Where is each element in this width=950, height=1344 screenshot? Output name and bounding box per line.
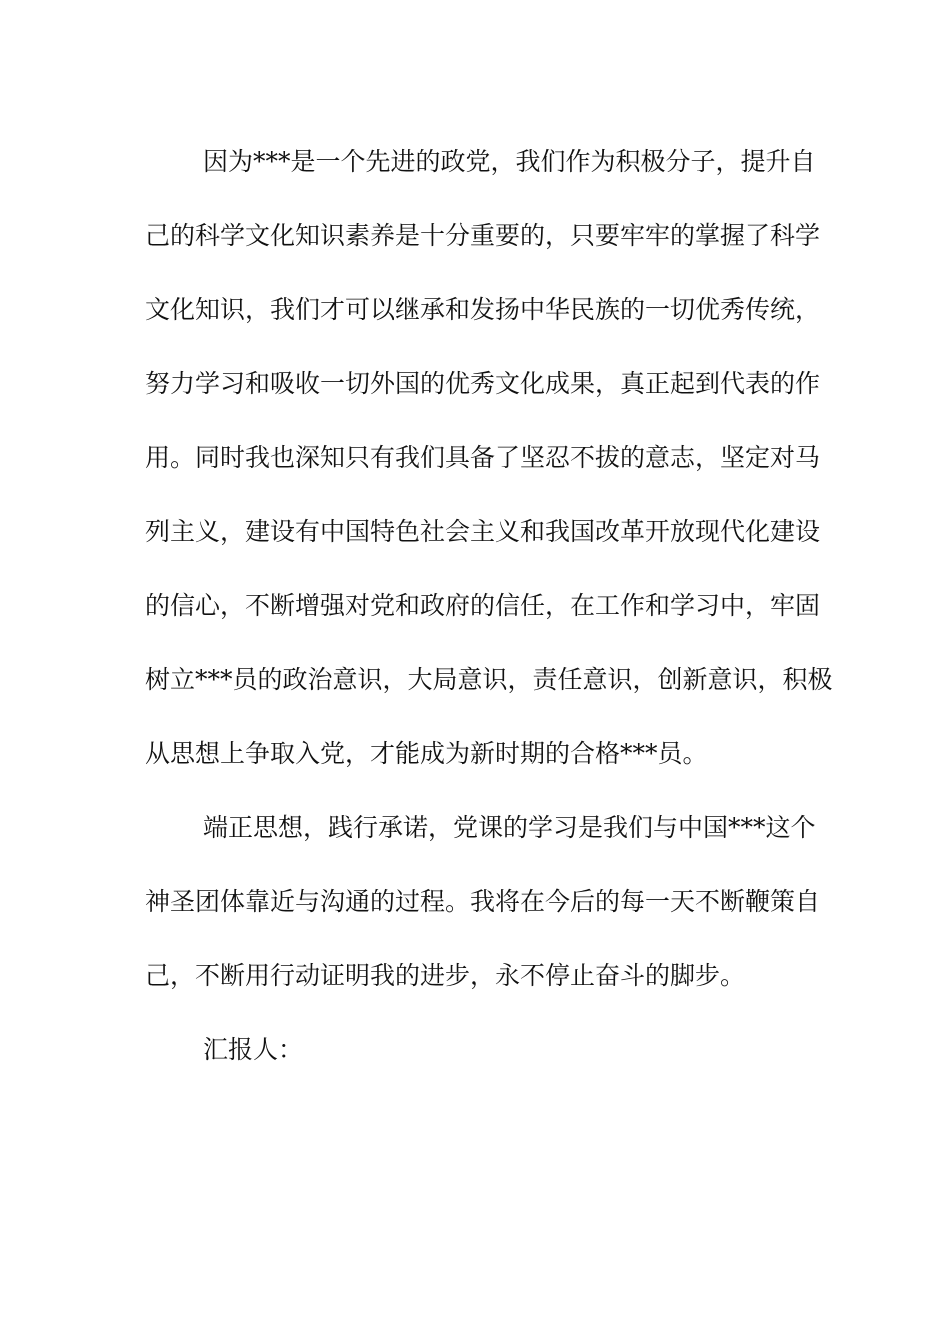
paragraph-2 (145, 791, 821, 1013)
paragraph-line: 列主义，建设有中国特色社会主义和我国改革开放现代化建设 (145, 517, 821, 546)
paragraph-line: 树立***员的政治意识，大局意识，责任意识，创新意识，积极 (145, 665, 833, 694)
paragraph-line: 的信心，不断增强对党和政府的信任，在工作和学习中，牢固 (145, 591, 821, 620)
document-body (145, 125, 833, 1087)
paragraph-line: 神圣团体靠近与沟通的过程。我将在今后的每一天不断鞭策自 (145, 887, 821, 916)
paragraph-line: 用。同时我也深知只有我们具备了坚忍不拔的意志，坚定对马 (145, 443, 821, 472)
paragraph-line: 文化知识，我们才可以继承和发扬中华民族的一切优秀传统， (145, 295, 821, 324)
signature-label: 汇报人： (203, 1035, 304, 1064)
paragraph-line: 从思想上争取入党，才能成为新时期的合格***员。 (145, 739, 708, 768)
paragraph-line: 己的科学文化知识素养是十分重要的，只要牢牢的掌握了科学 (145, 221, 821, 250)
paragraph-line: 因为***是一个先进的政党，我们作为积极分子，提升自 (203, 147, 816, 176)
signature-block (145, 1013, 810, 1087)
paragraph-line: 努力学习和吸收一切外国的优秀文化成果，真正起到代表的作 (145, 369, 821, 398)
paragraph-line: 端正思想，践行承诺，党课的学习是我们与中国***这个 (203, 813, 816, 842)
paragraph-1 (145, 125, 833, 791)
paragraph-line: 己，不断用行动证明我的进步，永不停止奋斗的脚步。 (145, 961, 746, 990)
